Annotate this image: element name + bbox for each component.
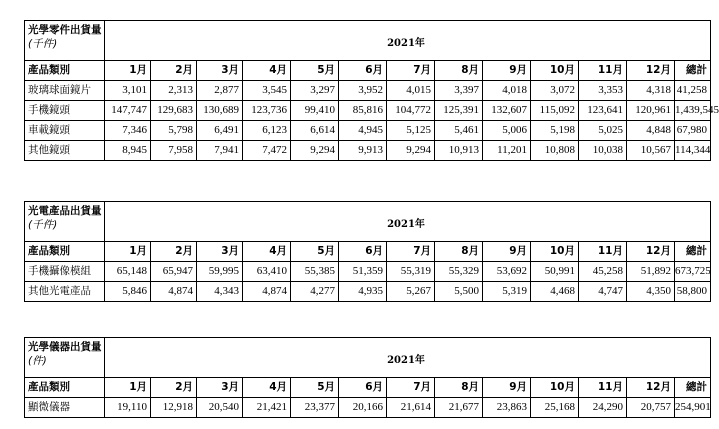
data-cell: 21,677: [435, 398, 483, 418]
table-row: [25, 141, 711, 161]
month-header: 3月: [197, 61, 243, 81]
row-label: 玻璃球面鏡片: [25, 81, 105, 101]
column-header-row: [25, 61, 711, 81]
data-cell: 123,641: [579, 101, 627, 121]
data-cell: 51,359: [339, 262, 387, 282]
data-cell: 24,290: [579, 398, 627, 418]
data-cell: 4,874: [151, 282, 197, 302]
data-cell: 55,319: [387, 262, 435, 282]
optical-parts-table: [24, 20, 719, 161]
row-label: 手機攝像模組: [25, 262, 105, 282]
month-header: 4月: [243, 378, 291, 398]
month-header: 5月: [291, 61, 339, 81]
data-cell: 115,092: [531, 101, 579, 121]
data-cell: 147,747: [105, 101, 151, 121]
month-header: 5月: [291, 378, 339, 398]
row-label: 其他光電產品: [25, 282, 105, 302]
data-cell: 3,297: [291, 81, 339, 101]
year-header: 2021年: [105, 202, 711, 242]
data-cell: 23,863: [483, 398, 531, 418]
data-cell: 120,961: [627, 101, 675, 121]
data-cell: 132,607: [483, 101, 531, 121]
data-cell: 7,346: [105, 121, 151, 141]
table-unit: (千件): [28, 219, 58, 232]
data-cell: 7,941: [197, 141, 243, 161]
row-label: 車載鏡頭: [25, 121, 105, 141]
data-cell: 55,329: [435, 262, 483, 282]
data-cell: 5,798: [151, 121, 197, 141]
data-cell: 51,892: [627, 262, 675, 282]
table-title-text: 光學儀器出貨量: [28, 341, 102, 353]
table-unit: (件): [28, 355, 47, 368]
month-header: 10月: [531, 61, 579, 81]
data-cell: 5,846: [105, 282, 151, 302]
month-header: 11月: [579, 242, 627, 262]
data-cell: 3,353: [579, 81, 627, 101]
data-cell: 5,198: [531, 121, 579, 141]
data-cell: 21,421: [243, 398, 291, 418]
data-cell: 53,692: [483, 262, 531, 282]
total-cell: 1,439,545: [675, 101, 711, 121]
data-cell: 5,500: [435, 282, 483, 302]
data-cell: 130,689: [197, 101, 243, 121]
column-header-row: [25, 378, 711, 398]
data-cell: 125,391: [435, 101, 483, 121]
month-header: 12月: [627, 61, 675, 81]
month-header: 2月: [151, 242, 197, 262]
data-cell: 3,952: [339, 81, 387, 101]
data-cell: 4,747: [579, 282, 627, 302]
data-cell: 3,397: [435, 81, 483, 101]
total-cell: 58,800: [675, 282, 711, 302]
optical-instruments-table: [24, 337, 711, 418]
table-row: [25, 101, 711, 121]
data-cell: 4,018: [483, 81, 531, 101]
table-row: [25, 398, 711, 418]
table-row: [25, 262, 711, 282]
total-cell: 67,980: [675, 121, 711, 141]
total-header: 總計: [675, 378, 711, 398]
category-header: 產品類別: [25, 61, 105, 81]
month-header: 12月: [627, 378, 675, 398]
data-cell: 5,006: [483, 121, 531, 141]
month-header: 11月: [579, 378, 627, 398]
total-cell: 673,725: [675, 262, 711, 282]
month-header: 1月: [105, 61, 151, 81]
data-cell: 85,816: [339, 101, 387, 121]
month-header: 10月: [531, 378, 579, 398]
data-cell: 65,148: [105, 262, 151, 282]
data-cell: 10,567: [627, 141, 675, 161]
row-label: 手機鏡頭: [25, 101, 105, 121]
month-header: 8月: [435, 61, 483, 81]
month-header: 2月: [151, 61, 197, 81]
table-title-text: 光電產品出貨量: [28, 205, 102, 217]
data-cell: 50,991: [531, 262, 579, 282]
table-title-row: [25, 202, 711, 242]
total-header: 總計: [675, 242, 711, 262]
table-title: [25, 338, 105, 378]
row-label: 顯微儀器: [25, 398, 105, 418]
data-cell: 7,958: [151, 141, 197, 161]
data-cell: 12,918: [151, 398, 197, 418]
month-header: 3月: [197, 378, 243, 398]
month-header: 1月: [105, 378, 151, 398]
optoelectronic-products-table: [24, 201, 711, 302]
data-cell: 59,995: [197, 262, 243, 282]
month-header: 3月: [197, 242, 243, 262]
month-header: 11月: [579, 61, 627, 81]
data-cell: 6,614: [291, 121, 339, 141]
data-cell: 20,757: [627, 398, 675, 418]
month-header: 8月: [435, 378, 483, 398]
table-row: [25, 282, 711, 302]
data-cell: 4,350: [627, 282, 675, 302]
data-cell: 20,166: [339, 398, 387, 418]
table-title-row: [25, 21, 711, 61]
data-cell: 55,385: [291, 262, 339, 282]
data-cell: 4,277: [291, 282, 339, 302]
month-header: 7月: [387, 61, 435, 81]
data-cell: 5,319: [483, 282, 531, 302]
data-cell: 19,110: [105, 398, 151, 418]
data-cell: 9,913: [339, 141, 387, 161]
total-cell: 41,258: [675, 81, 711, 101]
data-cell: 4,468: [531, 282, 579, 302]
month-header: 7月: [387, 242, 435, 262]
data-cell: 5,125: [387, 121, 435, 141]
data-cell: 10,913: [435, 141, 483, 161]
data-cell: 4,848: [627, 121, 675, 141]
column-header-row: [25, 242, 711, 262]
month-header: 10月: [531, 242, 579, 262]
data-cell: 4,874: [243, 282, 291, 302]
table-title: [25, 202, 105, 242]
month-header: 4月: [243, 242, 291, 262]
table-title-text: 光學零件出貨量: [28, 24, 102, 36]
total-cell: 114,344: [675, 141, 711, 161]
data-cell: 104,772: [387, 101, 435, 121]
data-cell: 20,540: [197, 398, 243, 418]
data-cell: 5,267: [387, 282, 435, 302]
month-header: 1月: [105, 242, 151, 262]
total-header: 總計: [675, 61, 711, 81]
data-cell: 129,683: [151, 101, 197, 121]
data-cell: 9,294: [387, 141, 435, 161]
month-header: 5月: [291, 242, 339, 262]
data-cell: 4,343: [197, 282, 243, 302]
data-cell: 4,318: [627, 81, 675, 101]
month-header: 6月: [339, 242, 387, 262]
data-cell: 2,313: [151, 81, 197, 101]
table-title: [25, 21, 105, 61]
month-header: 2月: [151, 378, 197, 398]
month-header: 6月: [339, 61, 387, 81]
month-header: 9月: [483, 242, 531, 262]
data-cell: 4,935: [339, 282, 387, 302]
data-cell: 4,015: [387, 81, 435, 101]
month-header: 8月: [435, 242, 483, 262]
month-header: 12月: [627, 242, 675, 262]
data-cell: 45,258: [579, 262, 627, 282]
data-cell: 3,545: [243, 81, 291, 101]
data-cell: 3,072: [531, 81, 579, 101]
data-cell: 123,736: [243, 101, 291, 121]
data-cell: 6,491: [197, 121, 243, 141]
data-cell: 6,123: [243, 121, 291, 141]
year-header: 2021年: [105, 338, 711, 378]
table-row: [25, 121, 711, 141]
month-header: 7月: [387, 378, 435, 398]
table-row: [25, 81, 711, 101]
data-cell: 10,808: [531, 141, 579, 161]
data-cell: 5,461: [435, 121, 483, 141]
total-cell: 254,901: [675, 398, 711, 418]
data-cell: 65,947: [151, 262, 197, 282]
month-header: 4月: [243, 61, 291, 81]
data-cell: 10,038: [579, 141, 627, 161]
data-cell: 63,410: [243, 262, 291, 282]
category-header: 產品類別: [25, 242, 105, 262]
data-cell: 99,410: [291, 101, 339, 121]
year-header: 2021年: [105, 21, 711, 61]
category-header: 產品類別: [25, 378, 105, 398]
month-header: 9月: [483, 378, 531, 398]
table-title-row: [25, 338, 711, 378]
month-header: 6月: [339, 378, 387, 398]
data-cell: 21,614: [387, 398, 435, 418]
data-cell: 2,877: [197, 81, 243, 101]
month-header: 9月: [483, 61, 531, 81]
data-cell: 3,101: [105, 81, 151, 101]
data-cell: 23,377: [291, 398, 339, 418]
data-cell: 5,025: [579, 121, 627, 141]
data-cell: 9,294: [291, 141, 339, 161]
table-unit: (千件): [28, 38, 58, 51]
data-cell: 4,945: [339, 121, 387, 141]
row-label: 其他鏡頭: [25, 141, 105, 161]
data-cell: 7,472: [243, 141, 291, 161]
data-cell: 8,945: [105, 141, 151, 161]
data-cell: 11,201: [483, 141, 531, 161]
data-cell: 25,168: [531, 398, 579, 418]
